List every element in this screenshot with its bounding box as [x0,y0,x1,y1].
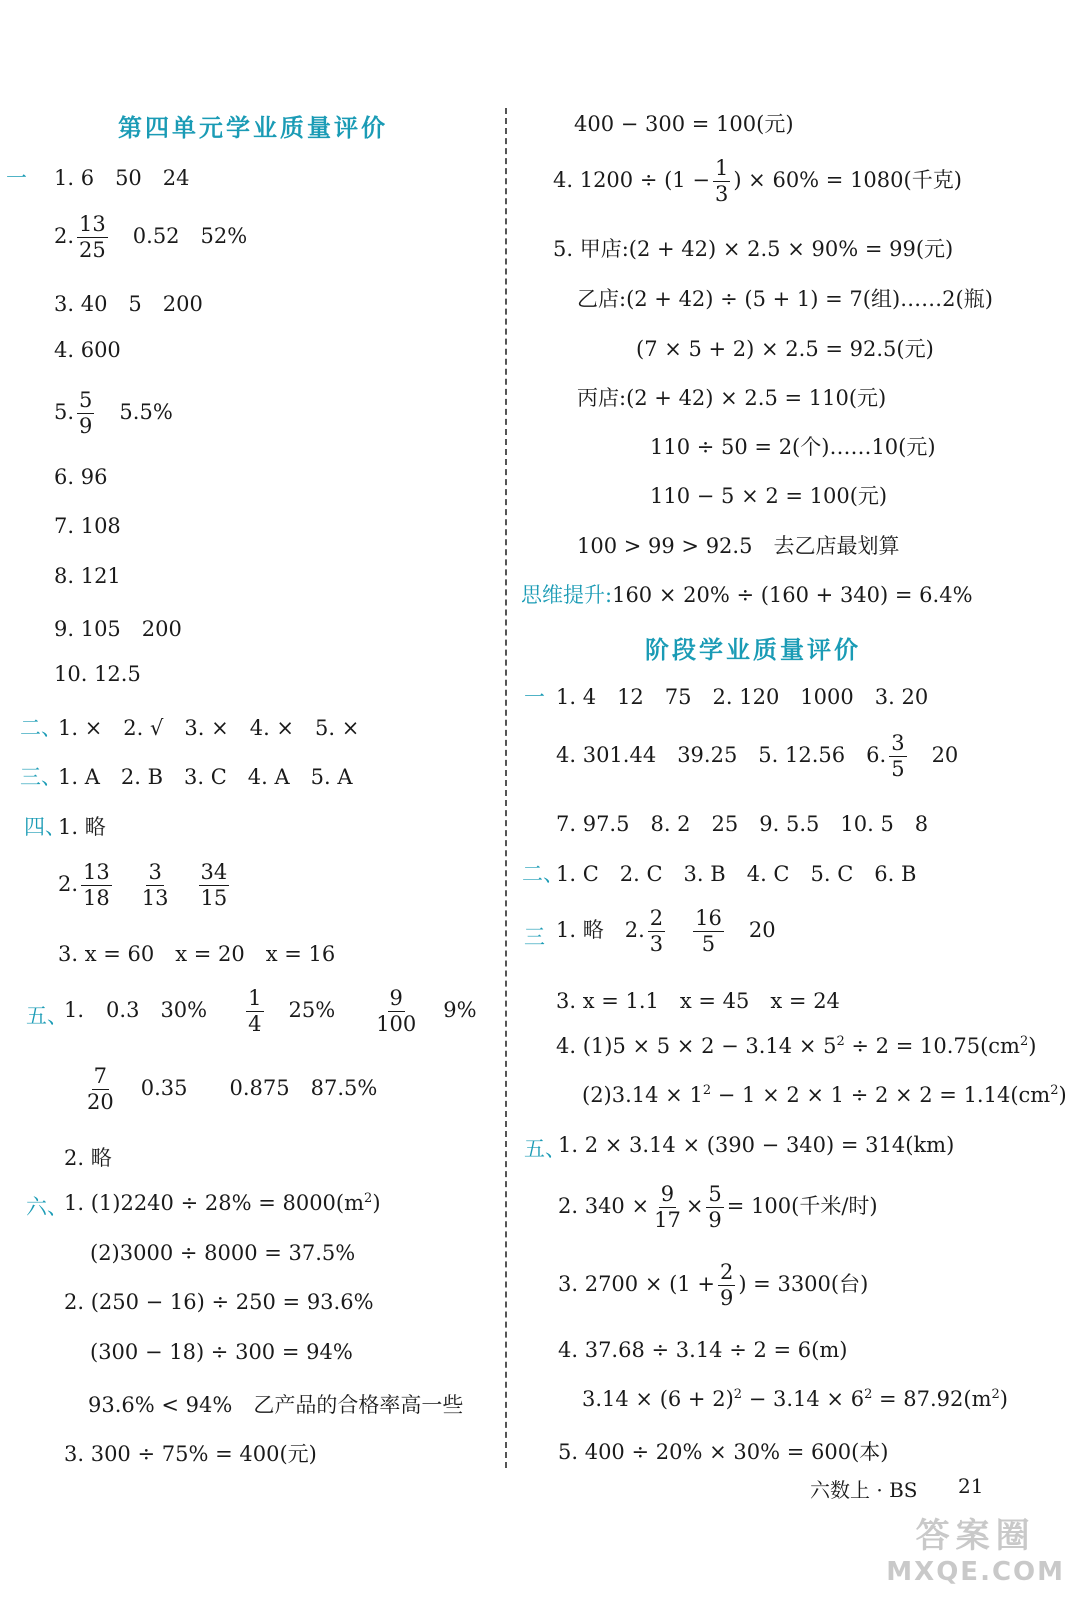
answer-6-1-1: 1. $(1)2240 \div 28\% = 8000(m^2)$ [64,1191,381,1215]
fraction: $\frac{9}{100}$ [376,986,417,1036]
section-mark-p2: 二、 [522,862,564,886]
answer-1-7: 7. 108 [54,514,121,538]
answer-4-1: 1. 略 [58,815,106,839]
answer-r-5-yi-2: (7 × 5 + 2) × 2.5 = 92.5(元) [636,337,934,361]
fraction: $\frac{1}{3}$ [714,156,729,206]
answer-r-5-bing-3: 110 − 5 × 2 = 100(元) [650,484,888,508]
fraction: $\frac{13}{25}$ [79,212,106,262]
answer-r-5-yi: 乙店:(2 + 42) ÷ (5 + 1) = 7(组)……2(瓶) [577,287,993,311]
item-number: 2. [54,224,75,248]
answer-r-5-bing: 丙店:(2 + 42) × 2.5 = 110(元) [577,386,887,410]
thinking-boost-label: 思维提升: [521,583,613,607]
answer-1-8: 8. 121 [54,564,121,588]
item-number: 2. [58,872,79,896]
fraction: $\frac{9}{17}$ [654,1182,681,1232]
answer-r-1: 400 − 300 = 100(元) [574,112,794,136]
answer-r-5-jia: 5. 甲店:(2 + 42) × 2.5 × 90% = 99(元) [553,237,954,261]
section-mark-6: 六、 [26,1195,68,1219]
answer-p-3: 7. 97.5 8. 2 25 9. 5.5 10. 5 8 [556,812,929,836]
answer-6-2-1: 2. (250 − 16) ÷ 250 = 93.6% [64,1290,374,1314]
answer-r-4: 4. 1200 ÷ (1 − $\frac{1}{3}$ ) × 60% = 1080(千克) [553,156,962,206]
answer-1-3: 3. 40 5 200 [54,292,203,316]
fraction: $\frac{3}{5}$ [891,731,905,781]
answer-2: 1. × 2. √ 3. × 4. × 5. × [58,716,360,740]
section-mark-p5: 五、 [524,1137,566,1161]
answer-1-9: 9. 105 200 [54,617,182,641]
answer-p-5: 1. 略 2. $\frac{2}{3}$ $\frac{16}{5}$ 20 [556,906,776,956]
section-mark-1: 一 [6,166,27,190]
fraction: $\frac{5}{9}$ [708,1182,722,1232]
section-mark-4: 四、 [24,815,66,839]
answer-text: 9% [443,998,477,1022]
answer-p-1: 1. 4 12 75 2. 120 1000 3. 20 [556,685,929,709]
answer-p-12: 4. 37.68 ÷ 3.14 ÷ 2 = 6(m) [558,1338,848,1362]
answer-4-2 [58,862,232,909]
fraction: $\frac{2}{9}$ [719,1260,734,1310]
answer-6-1-2: (2)3000 ÷ 8000 = 37.5% [90,1241,356,1265]
answer-1-2 [54,214,247,261]
section-mark-p1: 一 [524,685,545,709]
fraction: $\frac{3}{13}$ [141,860,169,910]
section-mark-5: 五、 [26,1004,68,1028]
watermark [886,1508,1065,1587]
answer-5-1-row2 [82,1066,377,1113]
section-title-stage: 阶段学业质量评价 [645,635,861,664]
fraction: $\frac{13}{18}$ [83,860,110,910]
answer-1-1: 1. 6 50 24 [54,166,190,190]
answer-p-4: 1. C 2. C 3. B 4. C 5. C 6. B [556,862,917,886]
item-number: 5. [54,400,75,424]
answer-text: 0.35 0.875 87.5% [140,1076,378,1100]
answer-p-14: 5. 400 ÷ 20% × 30% = 600(本) [558,1440,889,1464]
watermark-logo-text: 答案圈 [915,1516,1036,1556]
fraction: $\frac{5}{9}$ [79,388,93,438]
answer-1-10: 10. 12.5 [54,662,141,686]
answer-1-5 [54,390,173,437]
answer-p-2: 4. 301.44 39.25 5. 12.56 6. $\frac{3}{5}$ 20 [556,731,959,781]
answer-r-5-bing-2: 110 ÷ 50 = 2(个)……10(元) [650,435,936,459]
answer-6-2-3: 93.6% < 94% 乙产品的合格率高一些 [88,1393,464,1417]
fraction: $\frac{1}{4}$ [248,986,262,1036]
page-number: 21 [958,1474,984,1498]
answer-p-13: $3.14 \times (6 + 2)^2 - 3.14 \times 6^2 = 87.92(m^2)$ [582,1387,1008,1411]
answer-text: 160 × 20% ÷ (160 + 340) = 6.4% [612,583,973,607]
answer-5-1-row1 [64,988,477,1035]
answer-text: 25% [288,998,336,1022]
thinking-boost [521,579,973,609]
answer-3: 1. A 2. B 3. C 4. A 5. A [58,765,353,789]
watermark-url: MXQE.COM [886,1557,1065,1587]
answer-1-4: 4. 600 [54,338,121,362]
footer-book-label: 六数上 · BS [810,1478,918,1502]
answer-text: 0.3 30% [106,998,208,1022]
answer-p-10: 2. 340 × $\frac{9}{17}$ × $\frac{5}{9}$ = 100(千米/时) [558,1182,878,1232]
answer-6-3: 3. 300 ÷ 75% = 400(元) [64,1442,317,1466]
fraction: $\frac{34}{15}$ [200,860,228,910]
answer-p-9: 1. 2 × 3.14 × (390 − 340) = 314(km) [558,1133,955,1157]
answer-6-2-2: (300 − 18) ÷ 300 = 94% [90,1340,353,1364]
fraction: $\frac{16}{5}$ [695,906,722,956]
answer-p-8: $(2)3.14 \times 1^2 - 1 \times 2 \times 1 \div 2 \times 2 = 1.14(cm^2)$ [582,1083,1067,1107]
fraction: $\frac{7}{20}$ [87,1064,114,1114]
section-mark-3: 三、 [20,765,62,789]
section-mark-p3: 三 [524,925,545,949]
item-number: 1. [64,998,85,1022]
answer-r-5-conclusion: 100 > 99 > 92.5 去乙店最划算 [577,534,900,558]
answer-p-11: 3. 2700 × (1 + $\frac{2}{9}$ ) = 3300(台) [558,1260,869,1310]
answer-1-6: 6. 96 [54,465,108,489]
answer-p-6: 3. x = 1.1 x = 45 x = 24 [556,989,840,1013]
answer-4-3: 3. x = 60 x = 20 x = 16 [58,942,336,966]
column-divider [505,108,507,1468]
fraction: $\frac{2}{3}$ [649,906,664,956]
answer-text: 0.52 52% [132,224,248,248]
section-mark-2: 二、 [20,716,62,740]
answer-5-2: 2. 略 [64,1146,112,1170]
answer-p-7: 4. $(1)5 \times 5 \times 2 - 3.14 \times 5^2 \div 2 = 10.75(cm^2)$ [556,1034,1037,1058]
answer-text: 5.5% [119,400,173,424]
section-title-unit4: 第四单元学业质量评价 [118,113,388,142]
